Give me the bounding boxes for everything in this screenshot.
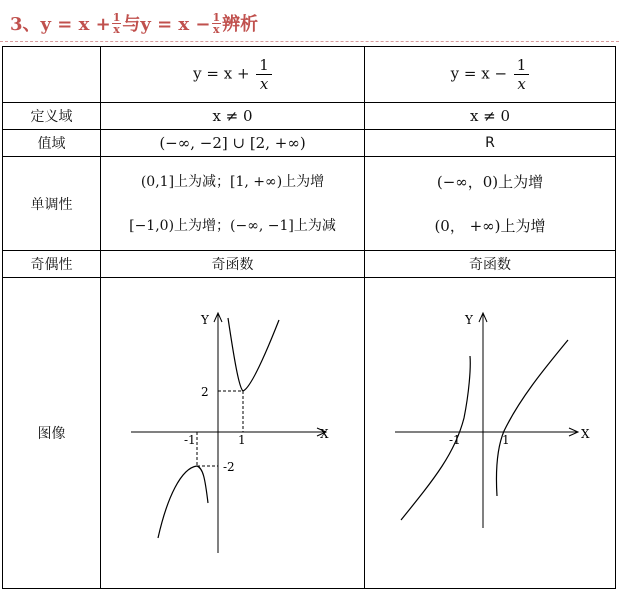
graph-a-curve-negative <box>158 466 208 538</box>
monotonic-a-line-1: (0,1]上为减；[1, +∞)上为增 <box>140 173 325 190</box>
graph-b-x-label: X <box>581 427 590 441</box>
graph-a-x-label: X <box>320 427 329 441</box>
monotonic-label: 单调性 <box>3 157 101 251</box>
title-suffix: 辨析 <box>222 14 259 35</box>
graph-b-cell <box>365 278 616 589</box>
graph-a-tick-1: 1 <box>238 433 246 447</box>
range-label: 值域 <box>3 130 101 157</box>
header-function-a: y = x + $\frac{1}{x}$ <box>101 47 365 103</box>
graph-b-svg <box>365 278 617 584</box>
parity-row <box>3 251 616 278</box>
title-fraction-1: $\frac{1}{x}$ <box>112 10 121 36</box>
monotonic-a-line-2: [−1,0)上为增；(−∞, −1]上为减 <box>129 217 336 234</box>
fraction-a: $\frac{1}{x}$ <box>256 56 272 93</box>
header-empty-cell <box>3 47 101 103</box>
graph-a-cell <box>101 278 365 589</box>
title-fraction-2: $\frac{1}{x}$ <box>212 10 221 36</box>
monotonic-b-line-1: (−∞，0)上为增 <box>436 172 544 191</box>
graph-a-curve-positive <box>228 318 279 391</box>
header-row <box>3 47 616 103</box>
monotonic-row <box>3 157 616 251</box>
graph-b-curve-positive <box>496 340 568 496</box>
monotonic-b-line-2: (0， +∞)上为增 <box>434 216 546 235</box>
graph-b-tick-1: 1 <box>502 433 510 447</box>
fraction-b: $\frac{1}{x}$ <box>514 56 530 93</box>
parity-label: 奇偶性 <box>3 251 101 278</box>
monotonic-a <box>101 157 365 251</box>
parity-b: 奇函数 <box>365 251 616 278</box>
graph-b-tick-neg1: -1 <box>449 433 461 447</box>
domain-label: 定义域 <box>3 103 101 130</box>
graph-row <box>3 278 616 589</box>
domain-row <box>3 103 616 130</box>
parity-a: 奇函数 <box>101 251 365 278</box>
comparison-table <box>2 46 616 589</box>
domain-b: x ≠ 0 <box>365 103 616 130</box>
graph-label: 图像 <box>3 278 101 589</box>
graph-b-y-label: Y <box>465 313 473 327</box>
range-a: (−∞, −2] ∪ [2, +∞) <box>101 130 365 157</box>
range-b: R <box>365 130 616 157</box>
graph-a-svg <box>101 278 365 584</box>
range-row <box>3 130 616 157</box>
section-title <box>10 6 258 40</box>
title-prefix: 3、y = x + <box>10 14 111 35</box>
graph-a-tick-2: 2 <box>201 385 209 399</box>
graph-a-tick-neg1: -1 <box>184 433 196 447</box>
header-function-b: y = x − $\frac{1}{x}$ <box>365 47 616 103</box>
graph-a-tick-neg2: -2 <box>223 460 235 474</box>
title-middle: 与y = x − <box>122 14 211 35</box>
graph-a-y-label: Y <box>201 313 209 327</box>
domain-a: x ≠ 0 <box>101 103 365 130</box>
monotonic-b <box>365 157 616 251</box>
title-divider <box>0 41 619 42</box>
